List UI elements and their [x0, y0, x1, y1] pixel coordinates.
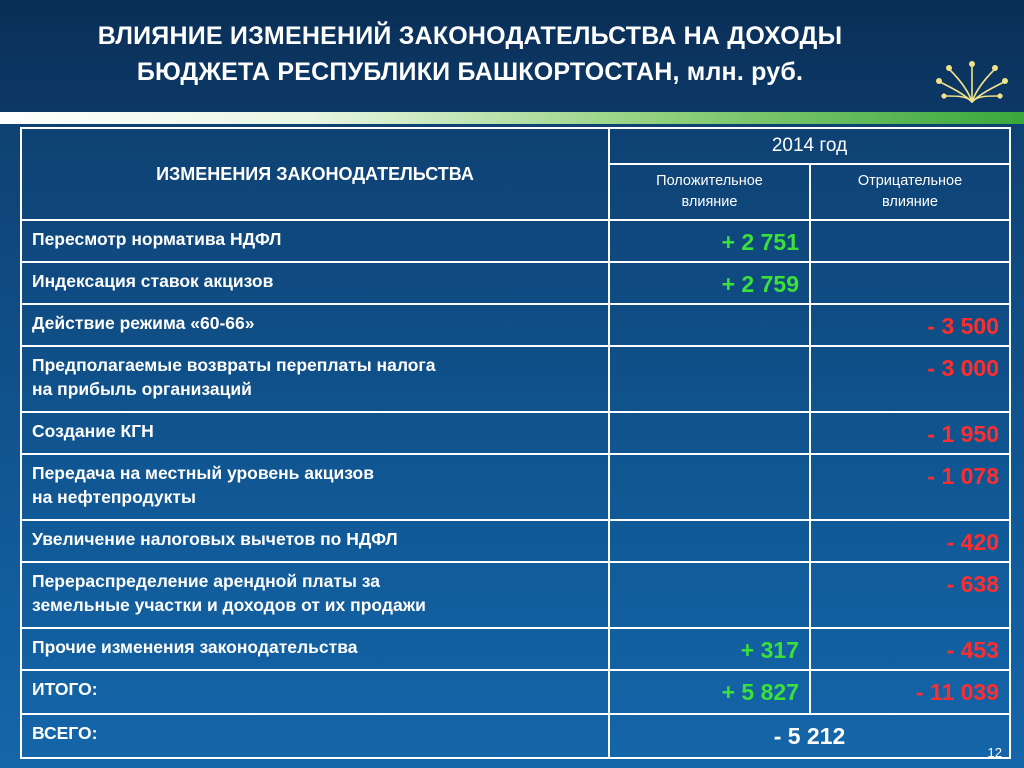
table-row — [21, 304, 1010, 346]
row-label-line-1: Индексация ставок акцизов — [32, 271, 274, 291]
positive-value — [609, 454, 810, 520]
table-header-row — [21, 128, 1010, 164]
title-line-2: БЮДЖЕТА РЕСПУБЛИКИ БАШКОРТОСТАН, млн. руб. — [136, 58, 804, 86]
row-label — [21, 304, 609, 346]
negative-value: - 420 — [810, 520, 1010, 562]
table-row — [21, 454, 1010, 520]
row-label-line-1: Увеличение налоговых вычетов по НДФЛ — [32, 529, 398, 549]
header-negative-line-1: Отрицательное — [857, 173, 963, 189]
row-label — [21, 628, 609, 670]
kurai-flower-emblem-icon — [934, 58, 1010, 104]
row-label-line-1: Прочие изменения законодательства — [32, 637, 358, 657]
header-positive-line-1: Положительное — [656, 173, 763, 189]
header-positive-line-2: влияние — [681, 194, 738, 210]
itogo-negative-value: - 11 039 — [810, 670, 1010, 714]
legislation-impact-table — [20, 127, 1011, 759]
row-label — [21, 262, 609, 304]
header-changes: ИЗМЕНЕНИЯ ЗАКОНОДАТЕЛЬСТВА — [21, 128, 609, 220]
header-year: 2014 год — [609, 128, 1010, 164]
row-label-line-2: на нефтепродукты — [32, 487, 196, 507]
negative-value: - 638 — [810, 562, 1010, 628]
vsego-value: - 5 212 — [609, 714, 1010, 758]
header-negative-line-2: влияние — [882, 194, 938, 210]
row-label-line-1: Перераспределение арендной платы за — [32, 571, 380, 591]
positive-value: + 317 — [609, 628, 810, 670]
positive-value: + 2 759 — [609, 262, 810, 304]
vsego-row — [21, 714, 1010, 758]
table-row — [21, 220, 1010, 262]
header-positive-impact — [609, 164, 810, 220]
positive-value: + 2 751 — [609, 220, 810, 262]
negative-value: - 1 950 — [810, 412, 1010, 454]
row-label-line-1: Создание КГН — [32, 421, 154, 441]
row-label-line-1: Передача на местный уровень акцизов — [32, 463, 374, 483]
table-row — [21, 346, 1010, 412]
row-label-line-1: Пересмотр норматива НДФЛ — [32, 229, 282, 249]
positive-value — [609, 520, 810, 562]
legislation-impact-table-container — [20, 127, 1009, 759]
row-label — [21, 346, 609, 412]
itogo-row — [21, 670, 1010, 714]
table-row — [21, 520, 1010, 562]
title-line-1: ВЛИЯНИЕ ИЗМЕНЕНИЙ ЗАКОНОДАТЕЛЬСТВА НА ДОХОДЫ — [97, 22, 843, 50]
row-label-line-2: на прибыль организаций — [32, 379, 252, 399]
negative-value — [810, 220, 1010, 262]
negative-value: - 3 500 — [810, 304, 1010, 346]
itogo-positive-value: + 5 827 — [609, 670, 810, 714]
row-label — [21, 220, 609, 262]
row-label — [21, 454, 609, 520]
positive-value — [609, 562, 810, 628]
row-label-line-1: Действие режима «60-66» — [32, 313, 255, 333]
page-number: 12 — [987, 745, 1002, 760]
row-label — [21, 562, 609, 628]
positive-value — [609, 304, 810, 346]
itogo-label: ИТОГО: — [21, 670, 609, 714]
row-label — [21, 520, 609, 562]
negative-value: - 453 — [810, 628, 1010, 670]
table-row — [21, 562, 1010, 628]
slide-title — [30, 18, 910, 90]
positive-value — [609, 412, 810, 454]
table-row — [21, 412, 1010, 454]
row-label-line-1: Предполагаемые возвраты переплаты налога — [32, 355, 436, 375]
slide-header — [0, 0, 1024, 112]
negative-value: - 3 000 — [810, 346, 1010, 412]
table-row — [21, 628, 1010, 670]
negative-value — [810, 262, 1010, 304]
decorative-stripe — [0, 112, 1024, 124]
vsego-label: ВСЕГО: — [21, 714, 609, 758]
positive-value — [609, 346, 810, 412]
row-label-line-2: земельные участки и доходов от их продажи — [32, 595, 426, 615]
table-row — [21, 262, 1010, 304]
header-negative-impact — [810, 164, 1010, 220]
negative-value: - 1 078 — [810, 454, 1010, 520]
row-label — [21, 412, 609, 454]
